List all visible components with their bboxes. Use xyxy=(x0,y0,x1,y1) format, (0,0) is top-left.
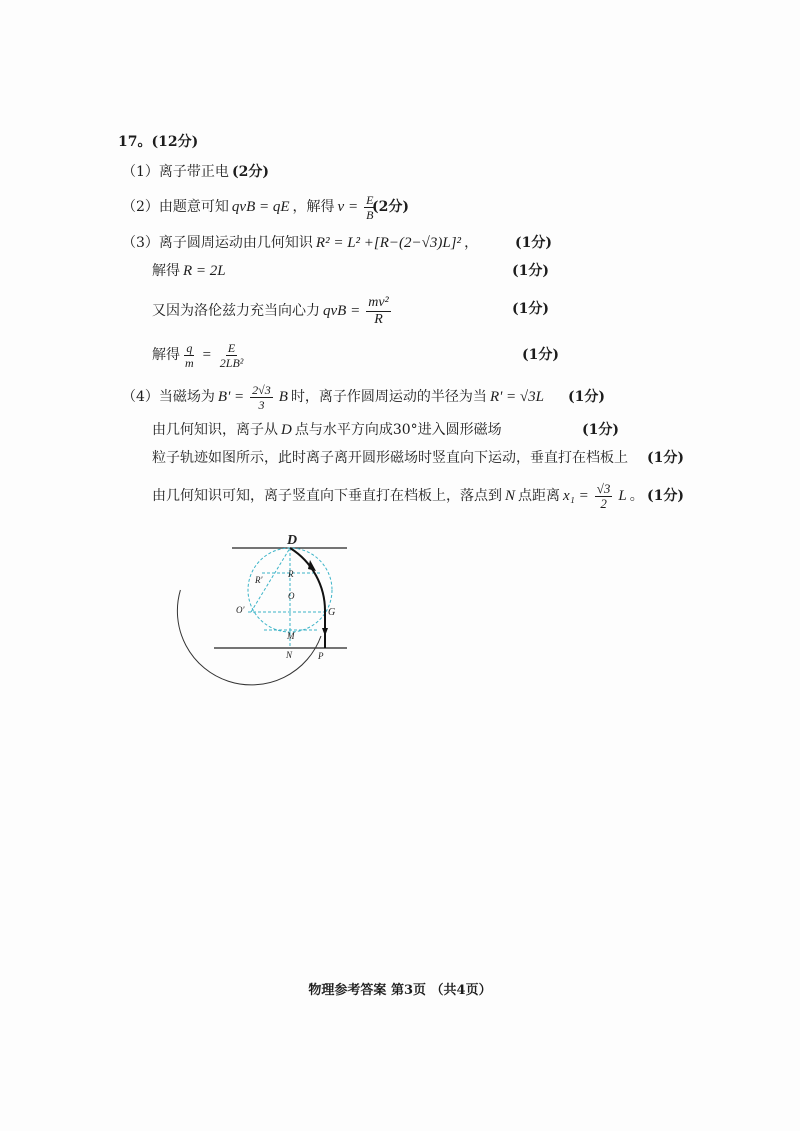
part-label: （3） xyxy=(122,235,159,251)
trajectory-diagram xyxy=(170,530,360,695)
punctuation: ， xyxy=(464,235,479,251)
part-4-line-3 xyxy=(152,449,628,467)
equation: qvB = qE xyxy=(231,199,290,215)
fraction xyxy=(183,341,196,370)
page-footer: 物理参考答案 第3页 （共4页） xyxy=(308,983,492,998)
answer-text: 由题意可知 xyxy=(158,199,229,215)
ion-trajectory xyxy=(290,548,325,648)
numerator: √3 xyxy=(596,480,611,496)
part-3-line-4 xyxy=(152,340,248,370)
fraction xyxy=(250,383,273,412)
score-badge: (1分) xyxy=(647,450,684,466)
label-G: G xyxy=(328,607,336,618)
equation-rhs: L xyxy=(618,488,627,504)
score-badge: (1分) xyxy=(522,347,559,363)
trajectory-circle-arc xyxy=(177,590,321,685)
score-badge: (1分) xyxy=(515,235,552,251)
score-badge: (1分) xyxy=(512,263,549,279)
numerator: mv² xyxy=(368,294,389,310)
equals-sign: = xyxy=(201,347,212,363)
part-3-line-3 xyxy=(152,295,394,327)
label-R-prime: R' xyxy=(255,575,263,585)
equation-rhs: B xyxy=(278,389,288,405)
part-label: （4） xyxy=(122,389,159,405)
score-badge: (1分) xyxy=(568,389,605,405)
part-3-line-1 xyxy=(122,234,478,252)
answer-text: 离子圆周运动由几何知识 xyxy=(158,235,313,251)
fraction xyxy=(595,482,613,511)
fraction xyxy=(366,295,391,328)
equation-lhs: B' = xyxy=(217,389,245,405)
equation: R' = √3L xyxy=(489,389,545,405)
part-label: （1） xyxy=(122,164,159,180)
answer-text: 点距离 xyxy=(518,488,561,504)
answer-text: 解得 xyxy=(152,263,180,279)
label-D: D xyxy=(287,533,298,548)
score-badge: (1分) xyxy=(512,301,549,317)
answer-text: 粒子轨迹如图所示，此时离子离开圆形磁场时竖直向下运动，垂直打在档板上 xyxy=(152,450,628,466)
question-heading: 17。(12分) xyxy=(118,134,199,150)
denominator: m xyxy=(185,355,194,370)
answer-text: 由几何知识，离子从 xyxy=(152,422,278,438)
label-M: M xyxy=(287,631,295,641)
arrow-icon xyxy=(308,560,316,571)
arrow-icon xyxy=(322,628,328,636)
answer-text: 由几何知识可知，离子竖直向下垂直打在档板上，落点到 xyxy=(152,488,502,504)
point-variable: N xyxy=(505,488,516,504)
score-badge: (2分) xyxy=(372,199,409,215)
answer-text: 点与水平方向成30°进入圆形磁场 xyxy=(294,422,502,438)
denominator: 3 xyxy=(258,397,265,412)
part-4-line-4 xyxy=(152,480,644,512)
answer-text: 离子带正电 xyxy=(158,164,229,180)
part-2 xyxy=(122,192,378,222)
equation: R² = L² +[R−(2−√3)L]² xyxy=(315,235,462,251)
part-label: （2） xyxy=(122,199,159,215)
fraction xyxy=(218,341,246,370)
equation-lhs: x₁ = xyxy=(563,488,589,504)
label-N: N xyxy=(286,650,293,660)
equation: R = 2L xyxy=(183,263,226,279)
point-variable: D xyxy=(281,422,292,438)
answer-text: 当磁场为 xyxy=(158,389,215,405)
part-4-line-1 xyxy=(122,382,547,412)
answer-text: ，解得 xyxy=(292,199,335,215)
label-O: O xyxy=(288,591,295,601)
denominator: R xyxy=(374,311,383,327)
numerator: q xyxy=(186,340,193,355)
part-4-line-2 xyxy=(152,421,502,439)
denominator: 2LB² xyxy=(219,355,244,370)
numerator: 2√3 xyxy=(252,382,271,397)
answer-text: 解得 xyxy=(152,347,180,363)
answer-text: 时，离子作圆周运动的半径为当 xyxy=(290,389,487,405)
equation-lhs: qvB = xyxy=(323,303,361,319)
denominator: 2 xyxy=(600,495,607,511)
denominator: B xyxy=(366,207,374,222)
punctuation: 。 xyxy=(629,488,644,504)
answer-text: 又因为洛伦兹力充当向心力 xyxy=(152,303,320,319)
score-badge: (2分) xyxy=(232,164,269,180)
numerator: E xyxy=(227,340,236,355)
equation-lhs: v = xyxy=(337,199,359,215)
score-badge: (1分) xyxy=(647,488,684,504)
score-badge: (1分) xyxy=(582,422,619,438)
numerator: E xyxy=(366,192,374,207)
label-O-prime: O' xyxy=(236,605,245,615)
part-1 xyxy=(122,163,229,181)
label-P: P xyxy=(318,651,324,661)
part-3-line-2 xyxy=(152,262,229,280)
label-R: R xyxy=(288,569,294,579)
